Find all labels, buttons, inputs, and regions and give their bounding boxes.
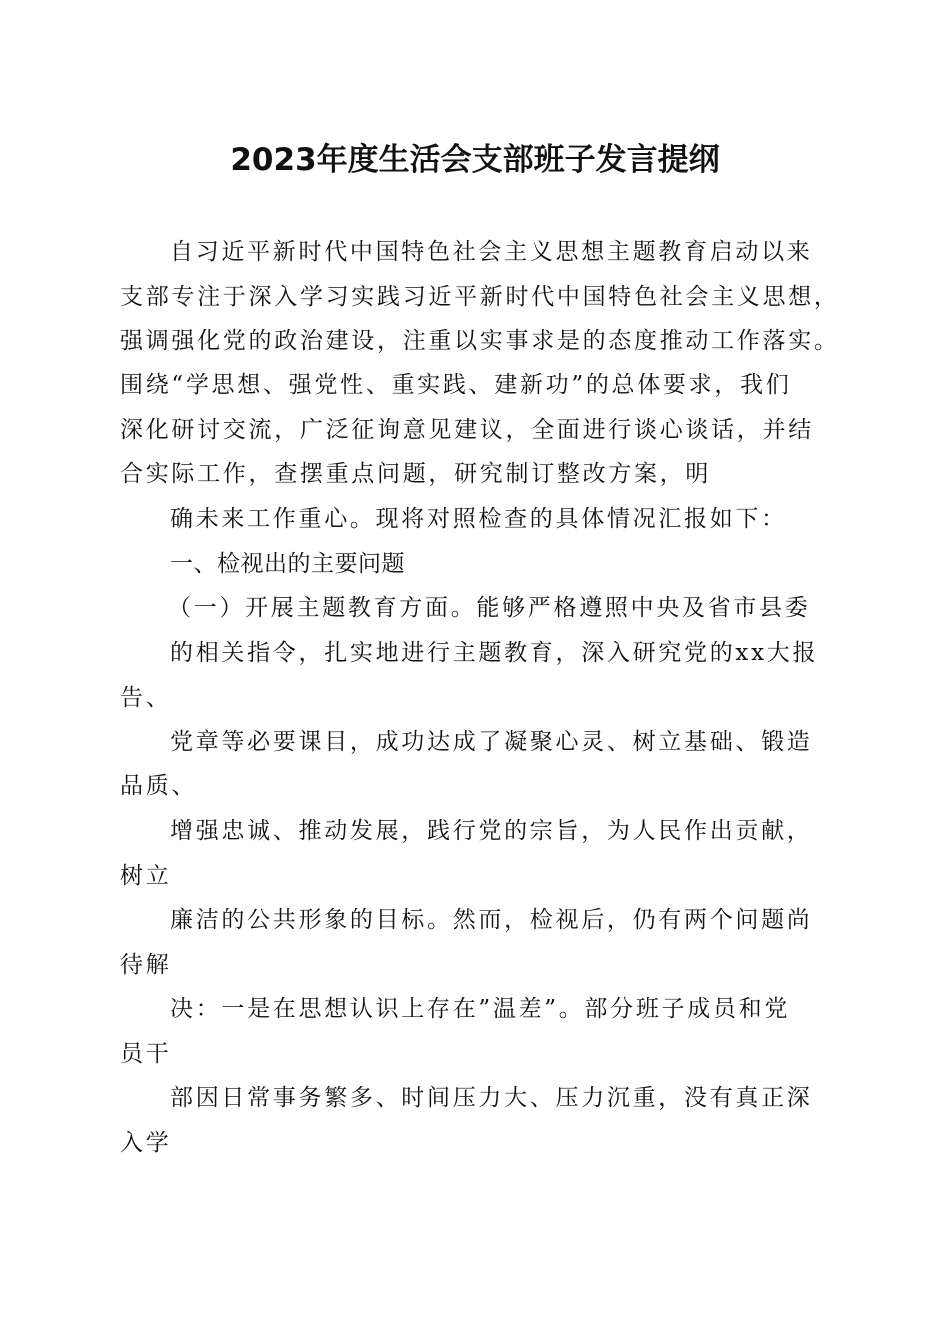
paragraph-line: 合实际工作，查摆重点问题，研究制订整改方案，明 [120,461,712,487]
paragraph-line: 告、 [120,685,172,711]
paragraph-line: 党章等必要课目，成功达成了凝聚心灵、树立基础、锻造 [170,729,813,755]
paragraph-line: 强调强化党的政治建设，注重以实事求是的态度推动工作落实。 [120,328,840,354]
paragraph-line: 待解 [120,952,172,978]
section-heading: 一、检视出的主要问题 [170,551,405,577]
paragraph-line: 自习近平新时代中国特色社会主义思想主题教育启动以来 [170,239,813,265]
paragraph-line: 廉洁的公共形象的目标。然而，检视后，仍有两个问题尚 [170,907,813,933]
paragraph-line: 入学 [120,1130,172,1156]
paragraph-line: 支部专注于深入学习实践习近平新时代中国特色社会主义思想， [120,284,840,310]
paragraph-line: 决：一是在思想认识上存在”温差”。部分班子成员和党 [170,996,791,1022]
subsection-line: （一）开展主题教育方面。能够严格遵照中央及省市县委 [168,595,811,621]
paragraph-line: 员干 [120,1041,172,1067]
paragraph-line: 的相关指令，扎实地进行主题教育，深入研究党的xx大报 [170,640,819,666]
paragraph-line: 围绕“学思想、强党性、重实践、建新功”的总体要求，我们 [120,372,792,398]
paragraph-line: 树立 [120,863,172,889]
paragraph-line: 增强忠诚、推动发展，践行党的宗旨，为人民作出贡献， [170,818,813,844]
paragraph-line: 确未来工作重心。现将对照检查的具体情况汇报如下： [170,506,787,532]
document-title: 2023年度生活会支部班子发言提纲 [230,142,720,178]
paragraph-line: 品质、 [120,773,198,799]
paragraph-line: 部因日常事务繁多、时间压力大、压力沉重，没有真正深 [170,1085,813,1111]
paragraph-line: 深化研讨交流，广泛征询意见建议，全面进行谈心谈话，并结 [120,417,814,443]
